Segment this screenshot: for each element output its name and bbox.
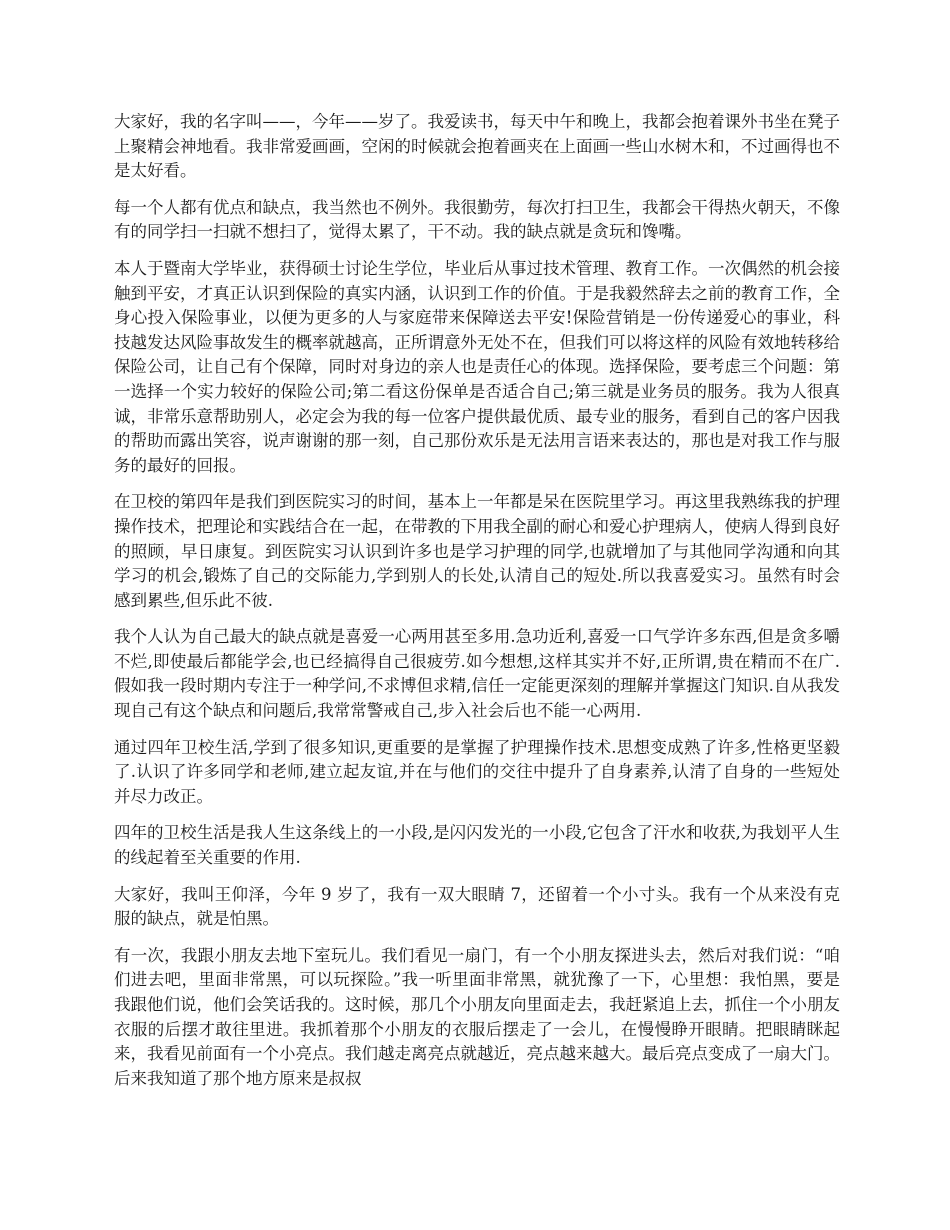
paragraph-nursing-school-summary: 通过四年卫校生活,学到了很多知识,更重要的是掌握了护理操作技术.思想变成熟了许多,性格更坚毅了.认识了许多同学和老师,建立起友谊,并在与他们的交往中提升了自身素养,认清了自身的一些短处并尽力改正。 — [114, 737, 840, 806]
paragraph-school-life-conclusion: 四年的卫校生活是我人生这条线上的一小段,是闪闪发光的一小段,它包含了汗水和收获,为我划平人生的线起着至关重要的作用. — [114, 823, 840, 868]
paragraph-strengths-weaknesses: 每一个人都有优点和缺点，我当然也不例外。我很勤劳，每次打扫卫生，我都会干得热火朝天，不像有的同学扫一扫就不想扫了，觉得太累了，干不动。我的缺点就是贪玩和馋嘴。 — [114, 197, 840, 242]
paragraph-hospital-internship: 在卫校的第四年是我们到医院实习的时间，基本上一年都是呆在医院里学习。再这里我熟练我的护理操作技术，把理论和实践结合在一起，在带教的下用我全副的耐心和爱心护理病人，使病人得到良好的照顾，早日康复。到医院实习认识到许多也是学习护理的同学,也就增加了与其他同学沟通和向其学习的机会,锻炼了自己的交际能力,学到别人的长处,认清自己的短处.所以我喜爱实习。虽然有时会感到累些,但乐此不彼. — [114, 492, 840, 610]
paragraph-basement-story: 有一次，我跟小朋友去地下室玩儿。我们看见一扇门，有一个小朋友探进头去，然后对我们说：“咱们进去吧，里面非常黑，可以玩探险。”我一听里面非常黑，就犹豫了一下，心里想：我怕黑，要是我跟他们说，他们会笑话我的。这时候，那几个小朋友向里面走去，我赶紧追上去，抓住一个小朋友衣服的后摆才敢往里进。我抓着那个小朋友的衣服后摆走了一会儿，在慢慢睁开眼睛。把眼睛眯起来，我看见前面有一个小亮点。我们越走离亮点就越近，亮点越来越大。最后亮点变成了一扇大门。后来我知道了那个地方原来是叔叔 — [114, 945, 840, 1088]
paragraph-insurance-career: 本人于暨南大学毕业，获得硕士讨论生学位，毕业后从事过技术管理、教育工作。一次偶然的机会接触到平安，才真正认识到保险的真实内涵，认识到工作的价值。于是我毅然辞去之前的教育工作，全身心投入保险事业，以便为更多的人与家庭带来保障送去平安!保险营销是一份传递爱心的事业，科技越发达风险事故发生的概率就越高，正所谓意外无处不在，但我们可以将这样的风险有效地转移给保险公司，让自己有个保障，同时对身边的亲人也是责任心的体现。选择保险，要考虑三个问题：第一选择一个实力较好的保险公司;第二看这份保单是否适合自己;第三就是业务员的服务。我为人很真诚，非常乐意帮助别人，必定会为我的每一位客户提供最优质、最专业的服务，看到自己的客户因我的帮助而露出笑容，说声谢谢的那一刻，自己那份欢乐是无法用言语来表达的，那也是对我工作与服务的最好的回报。 — [114, 258, 840, 475]
paragraph-child-intro: 大家好，我叫王仰泽，今年 9 岁了，我有一双大眼睛 7，还留着一个小寸头。我有一个从来没有克服的缺点，就是怕黑。 — [114, 884, 840, 929]
paragraph-self-intro-reading: 大家好，我的名字叫——，今年——岁了。我爱读书，每天中午和晚上，我都会抱着课外书坐在凳子上聚精会神地看。我非常爱画画，空闲的时候就会抱着画夹在上面画一些山水树木和，不过画得也不是太好看。 — [114, 112, 840, 181]
paragraph-biggest-weakness: 我个人认为自己最大的缺点就是喜爱一心两用甚至多用.急功近利,喜爱一口气学许多东西,但是贪多嚼不烂,即使最后都能学会,也已经搞得自己很疲劳.如今想想,这样其实并不好,正所谓,贵在精而不在广.假如我一段时期内专注于一种学问,不求博但求精,信任一定能更深刻的理解并掌握这门知识.自从我发现自己有这个缺点和问题后,我常常警戒自己,步入社会后也不能一心两用. — [114, 627, 840, 721]
document-body — [114, 110, 840, 1103]
